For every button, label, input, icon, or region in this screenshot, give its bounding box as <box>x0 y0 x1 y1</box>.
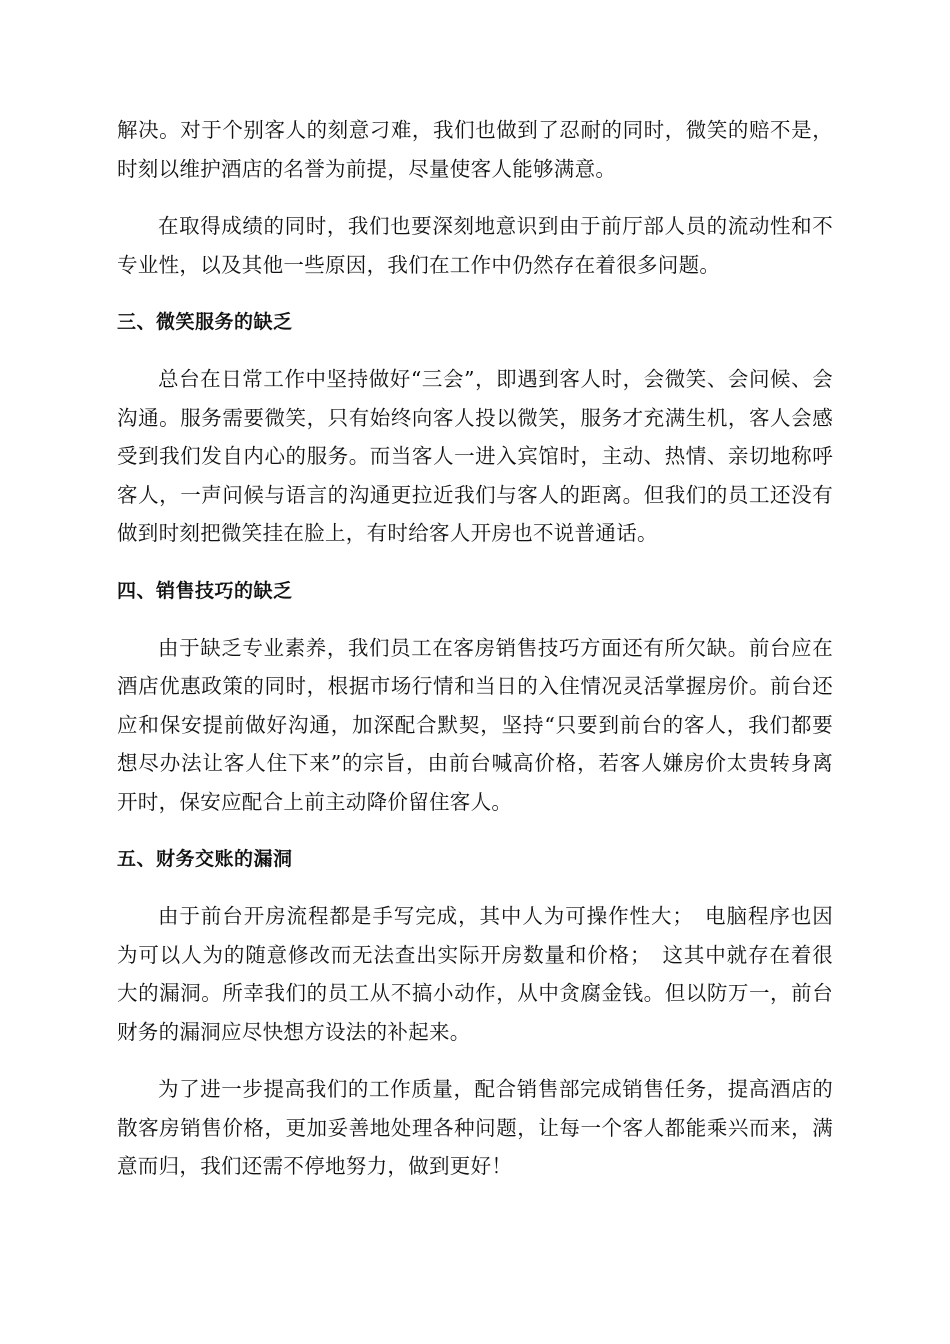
document-body <box>117 111 833 1205</box>
section-heading-smile-service: 三、微笑服务的缺乏 <box>117 311 293 333</box>
paragraph-problems-intro: 在取得成绩的同时，我们也要深刻地意识到由于前厅部人员的流动性和不专业性，以及其他一些原因，我们在工作中仍然存在着很多问题。 <box>117 214 833 277</box>
section-heading-finance-loopholes: 五、财务交账的漏洞 <box>117 848 293 870</box>
paragraph-sales-skills: 由于缺乏专业素养，我们员工在客房销售技巧方面还有所欠缺。前台应在酒店优惠政策的同时，根据市场行情和当日的入住情况灵活掌握房价。前台还应和保安提前做好沟通，加深配合默契，坚持“只要到前台的客人，我们都要想尽办法让客人住下来”的宗旨，由前台喊高价格，若客人嫌房价太贵转身离开时，保安应配合上前主动降价留住客人。 <box>117 635 833 814</box>
section-heading-sales-skills: 四、销售技巧的缺乏 <box>117 579 293 602</box>
paragraph-continuation: 解决。对于个别客人的刻意刁难，我们也做到了忍耐的同时，微笑的赔不是，时刻以维护酒店的名誉为前提，尽量使客人能够满意。 <box>117 118 833 181</box>
paragraph-smile-service: 总台在日常工作中坚持做好“三会”，即遇到客人时，会微笑、会问候、会沟通。服务需要微笑，只有始终向客人投以微笑，服务才充满生机，客人会感受到我们发自内心的服务。而当客人一进入宾馆时，主动、热情、亲切地称呼客人，一声问候与语言的沟通更拉近我们与客人的距离。但我们的员工还没有做到时刻把微笑挂在脸上，有时给客人开房也不说普通话。 <box>117 367 833 545</box>
paragraph-finance-loopholes: 由于前台开房流程都是手写完成，其中人为可操作性大； 电脑程序也因为可以人为的随意修改而无法查出实际开房数量和价格； 这其中就存在着很大的漏洞。所幸我们的员工从不搞小动作，从中贪腐金钱。但以防万一，前台财务的漏洞应尽快想方设法的补起来。 <box>117 904 833 1044</box>
paragraph-closing: 为了进一步提高我们的工作质量，配合销售部完成销售任务，提高酒店的散客房销售价格，更加妥善地处理各种问题，让每一个客人都能乘兴而来，满意而归，我们还需不停地努力，做到更好！ <box>117 1077 833 1178</box>
